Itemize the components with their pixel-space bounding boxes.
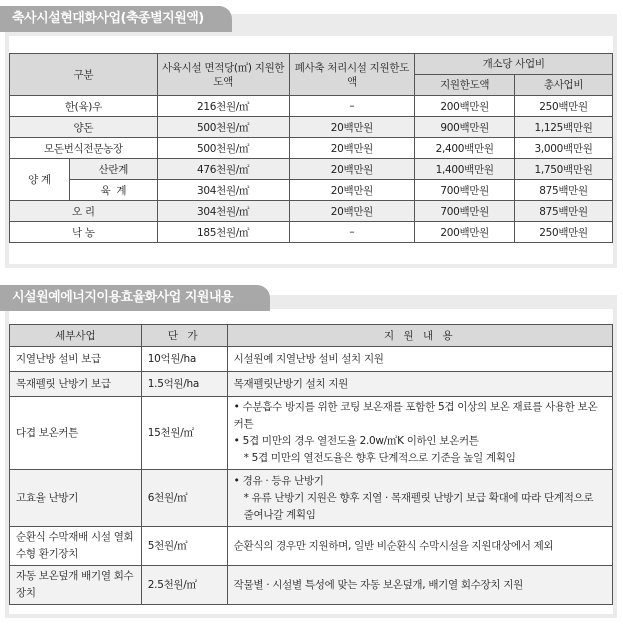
total-cost: 875백만원 xyxy=(515,201,613,222)
header-total-cost: 총사업비 xyxy=(515,75,613,96)
support-content: 시설원예 지열난방 설비 설치 지원 xyxy=(227,347,612,372)
section-greenhouse-energy xyxy=(5,295,617,618)
total-cost: 250백만원 xyxy=(515,96,613,117)
greenhouse-support-table xyxy=(9,324,613,605)
total-cost: 250백만원 xyxy=(515,222,613,243)
table-row xyxy=(10,159,613,180)
area-price: 304천원/㎡ xyxy=(157,201,289,222)
row-label: 오 리 xyxy=(10,201,158,222)
header-area-price: 사육시설 면적당(㎡) 지원한도액 xyxy=(157,54,289,96)
table-row xyxy=(10,96,613,117)
content-line: • 수분흡수 방지를 위한 코팅 보온재를 포함한 5겹 이상의 보온 재료를 사용한 보온커튼 xyxy=(233,401,598,430)
table-row xyxy=(10,117,613,138)
project-name: 목재펠릿 난방기 보급 xyxy=(10,372,142,397)
table-row xyxy=(10,470,613,527)
waste-limit: – xyxy=(289,222,415,243)
support-limit: 200백만원 xyxy=(415,222,515,243)
livestock-support-table xyxy=(9,53,613,243)
row-group-label: 양 계 xyxy=(10,159,70,201)
project-name: 순환식 수막재배 시설 열회수형 환기장치 xyxy=(10,527,142,566)
unit-price: 10억원/ha xyxy=(141,347,227,372)
project-name: 다겹 보온커튼 xyxy=(10,397,142,470)
support-limit: 200백만원 xyxy=(415,96,515,117)
waste-limit: 20백만원 xyxy=(289,180,415,201)
support-content: 순환식의 경우만 지원하며, 일반 비순환식 수막시설을 지원대상에서 제외 xyxy=(227,527,612,566)
total-cost: 1,125백만원 xyxy=(515,117,613,138)
support-limit: 900백만원 xyxy=(415,117,515,138)
unit-price: 6천원/㎡ xyxy=(141,470,227,527)
project-name: 지열난방 설비 보급 xyxy=(10,347,142,372)
content-note: * 유류 난방기 지원은 향후 지열 · 목재펠릿 난방기 보급 확대에 따라 단계적으로 줄여나갈 계획임 xyxy=(243,491,594,521)
project-name: 고효율 난방기 xyxy=(10,470,142,527)
table-row xyxy=(10,347,613,372)
table-row xyxy=(10,180,613,201)
waste-limit: 20백만원 xyxy=(289,201,415,222)
area-price: 500천원/㎡ xyxy=(157,138,289,159)
row-label: 산란계 xyxy=(69,159,157,180)
area-price: 185천원/㎡ xyxy=(157,222,289,243)
support-content: 목재펠릿난방기 설치 지원 xyxy=(227,372,612,397)
total-cost: 875백만원 xyxy=(515,180,613,201)
table-row xyxy=(10,566,613,605)
table-row xyxy=(10,138,613,159)
header-waste: 폐사축 처리시설 지원한도액 xyxy=(289,54,415,96)
row-label: 육 계 xyxy=(69,180,157,201)
header-content: 지 원 내 용 xyxy=(227,325,612,347)
area-price: 476천원/㎡ xyxy=(157,159,289,180)
content-line: • 5겹 미만의 경우 열전도율 2.0w/㎡K 이하인 보온커튼 xyxy=(233,435,479,447)
waste-limit: 20백만원 xyxy=(289,159,415,180)
table-row xyxy=(10,372,613,397)
greenhouse-panel xyxy=(9,309,613,614)
waste-limit: – xyxy=(289,96,415,117)
livestock-panel xyxy=(9,36,613,264)
table-row xyxy=(10,222,613,243)
header-category: 구분 xyxy=(10,54,158,96)
table-row xyxy=(10,397,613,470)
section-title: 시설원예에너지이용효율화사업 지원내용 xyxy=(0,285,270,311)
area-price: 500천원/㎡ xyxy=(157,117,289,138)
unit-price: 1.5억원/ha xyxy=(141,372,227,397)
waste-limit: 20백만원 xyxy=(289,138,415,159)
support-limit: 2,400백만원 xyxy=(415,138,515,159)
row-label: 양돈 xyxy=(10,117,158,138)
support-content xyxy=(227,470,612,527)
support-content: 작물별 · 시설별 특성에 맞는 자동 보온덮개, 배기열 회수장치 지원 xyxy=(227,566,612,605)
project-name: 자동 보온덮개 배기열 회수장치 xyxy=(10,566,142,605)
unit-price: 5천원/㎡ xyxy=(141,527,227,566)
content-note: * 5겹 미만의 열전도율은 향후 단계적으로 기준을 높일 계획임 xyxy=(243,452,516,464)
total-cost: 3,000백만원 xyxy=(515,138,613,159)
support-content xyxy=(227,397,612,470)
row-label: 낙 농 xyxy=(10,222,158,243)
header-project: 세부사업 xyxy=(10,325,142,347)
content-line: • 경유 · 등유 난방기 xyxy=(233,474,324,487)
section-title: 축사시설현대화사업(축종별지원액) xyxy=(0,6,232,32)
total-cost: 1,750백만원 xyxy=(515,159,613,180)
unit-price: 2.5천원/㎡ xyxy=(141,566,227,605)
row-label: 모돈번식전문농장 xyxy=(10,138,158,159)
support-limit: 700백만원 xyxy=(415,180,515,201)
area-price: 304천원/㎡ xyxy=(157,180,289,201)
header-per-site: 개소당 사업비 xyxy=(415,54,613,75)
header-support-limit: 지원한도액 xyxy=(415,75,515,96)
support-limit: 1,400백만원 xyxy=(415,159,515,180)
table-row xyxy=(10,527,613,566)
row-label: 한(육)우 xyxy=(10,96,158,117)
area-price: 216천원/㎡ xyxy=(157,96,289,117)
header-unit-price: 단 가 xyxy=(141,325,227,347)
waste-limit: 20백만원 xyxy=(289,117,415,138)
table-row xyxy=(10,201,613,222)
section-livestock xyxy=(5,14,617,268)
support-limit: 700백만원 xyxy=(415,201,515,222)
unit-price: 15천원/㎡ xyxy=(141,397,227,470)
